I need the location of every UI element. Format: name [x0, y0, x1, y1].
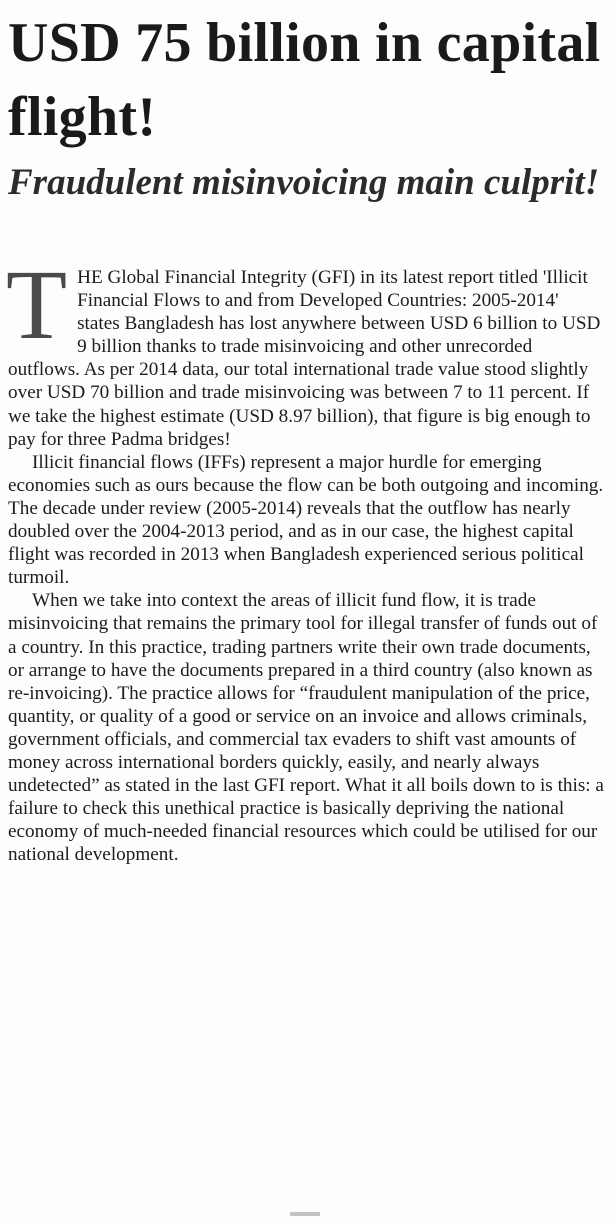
drop-cap-letter: T: [6, 249, 68, 360]
paragraph-3: When we take into context the areas of illicit fund flow, it is trade misinvoicing that remains the primary tool for illegal transfer of funds out of a country. In this practice, trading partners write their own trade documents, or arrange to have the documents prepared in a third country (also known as re-invoicing). The practice allows for “fraudulent manipulation of the price, quantity, or quality of a good or service on an invoice and allows criminals, government officials, and commercial tax evaders to shift vast amounts of money across international borders quickly, easily, and nearly always undetected” as stated in the last GFI report. What it all boils down to is this: a failure to check this unethical practice is basically depriving the national economy of much-needed financial resources which could be utilised for our national development.: [8, 590, 604, 866]
paragraph-2: Illicit financial flows (IFFs) represent a major hurdle for emerging economies such as ours because the flow can be both outgoing and incoming. The decade under review (2005-2014) reveals that the outflow has nearly doubled over the 2004-2013 period, and as in our case, the highest capital flight was recorded in 2013 when Bangladesh experienced serious political turmoil.: [8, 451, 604, 589]
article-headline: USD 75 billion in capital flight!: [8, 12, 601, 148]
page-edge-mark: [290, 1212, 320, 1216]
paragraph-1-text: HE Global Financial Integrity (GFI) in its latest report titled 'Illicit Financial Flows to and from Developed Countries: 2005-2014' states Bangladesh has lost anywhere between USD 6 billion to USD 9 billion thanks to trade misinvoicing and other unrecorded outflows. As per 2014 data, our total international trade value stood slightly over USD 70 billion and trade misinvoicing was between 7 to 11 percent. If we take the highest estimate (USD 8.97 billion), that figure is big enough to pay for three Padma bridges!: [8, 267, 601, 450]
paragraph-1: [6, 249, 604, 451]
article-body: [6, 249, 604, 866]
article-subheadline: Fraudulent misinvoicing main culprit!: [8, 162, 600, 203]
